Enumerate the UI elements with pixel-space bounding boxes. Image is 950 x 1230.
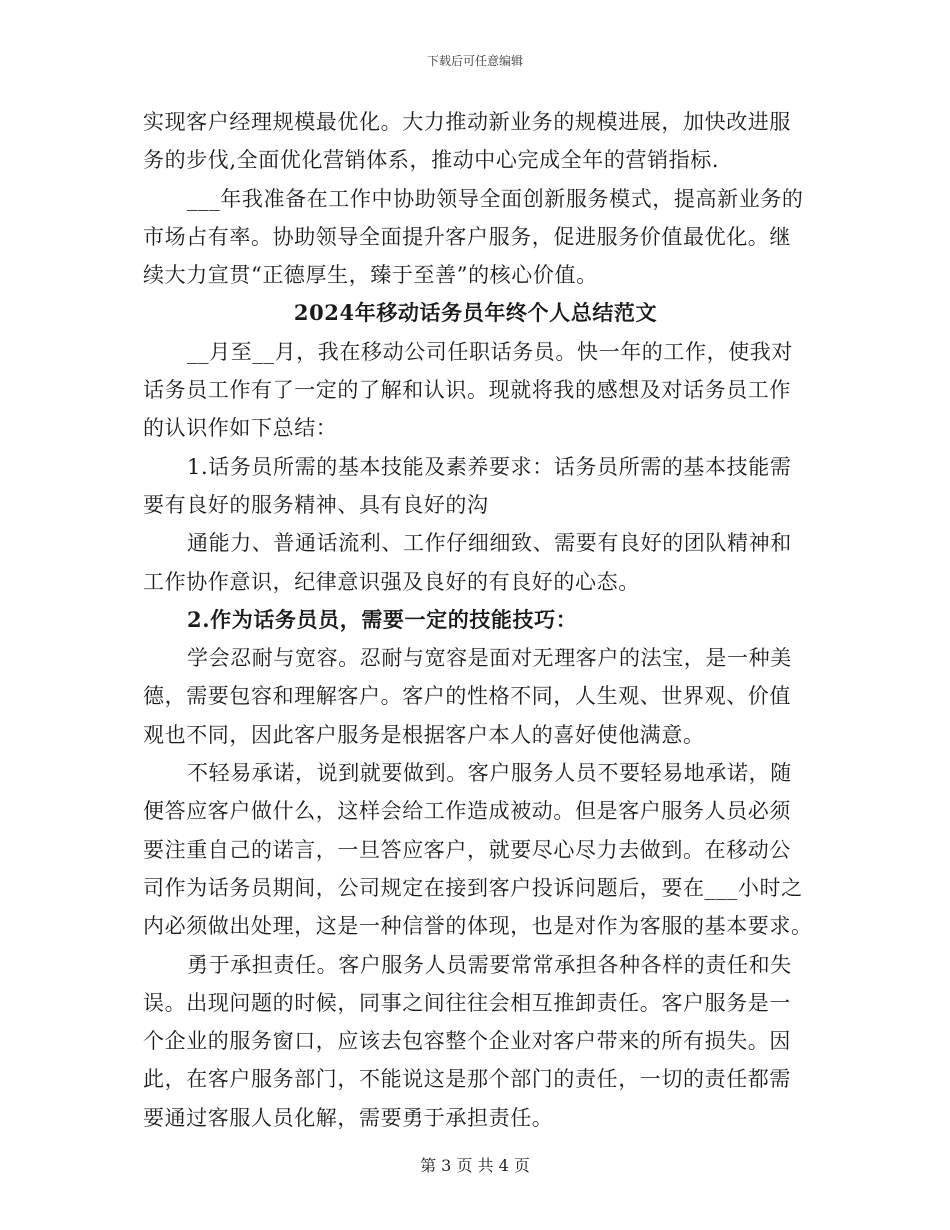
body-line: 此，在客户服务部门，不能说这是那个部门的责任，一切的责任都需 [143,1067,791,1092]
document-body [143,103,813,1137]
body-line: 德，需要包容和理解客户。客户的性格不同，人生观、世界观、价值 [143,684,791,709]
body-line: 便答应客户做什么，这样会给工作造成被动。但是客户服务人员必须 [143,799,791,824]
body-line: ___年我准备在工作中协助领导全面创新服务模式，提高新业务的 [187,186,804,211]
subheading: 2.作为话务员员，需要一定的技能技巧： [187,606,578,632]
body-line: 不轻易承诺，说到就要做到。客户服务人员不要轻易地承诺，随 [187,761,792,786]
body-line: 实现客户经理规模最优化。大力推动新业务的规模进展，加快改进服 [143,110,791,134]
body-line: 话务员工作有了一定的了解和认识。现就将我的感想及对话务员工作 [143,378,791,403]
body-line: 观也不同，因此客户服务是根据客户本人的喜好使他满意。 [143,722,705,747]
body-line: 学会忍耐与宽容。忍耐与宽容是面对无理客户的法宝，是一种美 [187,646,792,671]
page-header-note: 下载后可任意编辑 [426,54,523,68]
body-line: 要有良好的服务精神、具有良好的沟 [143,492,489,517]
body-line: 工作协作意识，纪律意识强及良好的有良好的心态。 [143,569,640,594]
body-line: 勇于承担责任。客户服务人员需要常常承担各种各样的责任和失 [187,952,792,977]
body-line: 续大力宣贯“正德厚生，臻于至善”的核心价值。 [143,263,598,288]
body-line: 要注重自己的诺言，一旦答应客户，就要尽心尽力去做到。在移动公 [143,837,791,862]
body-line: 通能力、普通话流利、工作仔细细致、需要有良好的团队精神和 [187,531,792,556]
body-line: 个企业的服务窗口，应该去包容整个企业对客户带来的所有损失。因 [143,1029,791,1054]
body-line: 司作为话务员期间，公司规定在接到客户投诉问题后，要在___小时之 [143,875,803,900]
body-line: 内必须做出处理，这是一种信誉的体现，也是对作为客服的基本要求。 [143,914,813,939]
body-line: 要通过客服人员化解，需要勇于承担责任。 [143,1105,554,1130]
body-line: __月至__月，我在移动公司任职话务员。快一年的工作，使我对 [187,339,793,364]
body-line: 的认识作如下总结： [143,416,338,441]
body-line: 误。出现问题的时候，同事之间往往会相互推卸责任。客户服务是一 [143,990,791,1015]
page-number: 第 3 页 共 4 页 [420,1156,530,1175]
section-title: 2024年移动话务员年终个人总结范文 [293,300,658,326]
body-line: 务的步伐,全面优化营销体系，推动中心完成全年的营销指标. [143,148,720,173]
body-line: 1.话务员所需的基本技能及素养要求：话务员所需的基本技能需 [187,454,792,479]
body-line: 市场占有率。协助领导全面提升客户服务，促进服务价值最优化。继 [143,224,791,249]
